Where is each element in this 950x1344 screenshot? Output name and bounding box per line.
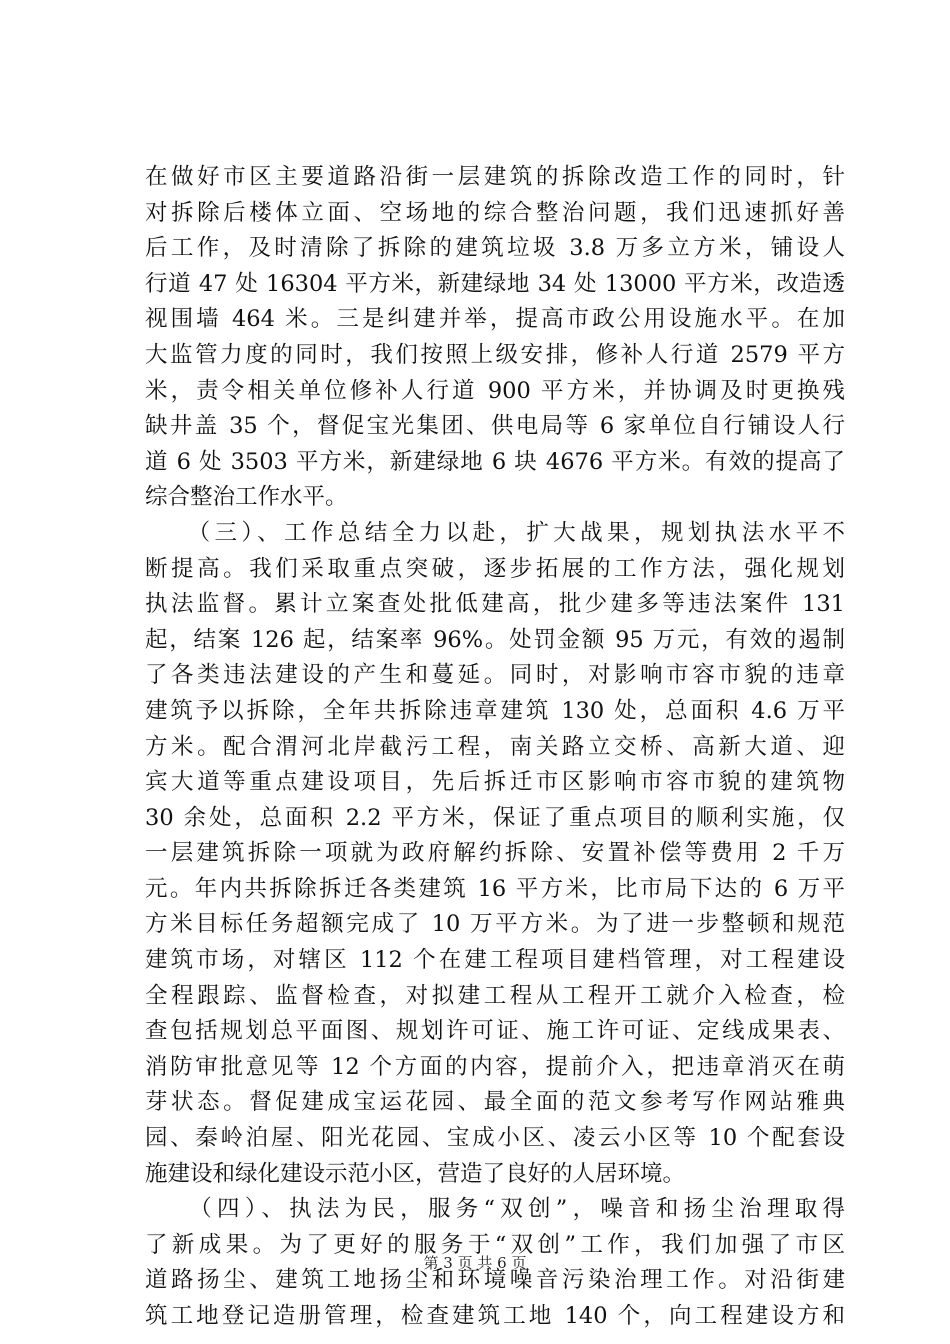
text-line: 了各类违法建设的产生和蔓延。同时，对影响市容市貌的违章 [145,662,845,689]
text-line: 芽状态。督促建成宝运花园、最全面的范文参考写作网站雅典 [145,1089,845,1116]
text-line: 道路扬尘、建筑工地扬尘和环境噪音污染治理工作。对沿街建 [145,1267,845,1294]
text-line: 对拆除后楼体立面、空场地的综合整治问题，我们迅速抓好善 [145,199,845,226]
text-line: 大监管力度的同时，我们按照上级安排，修补人行道 2579 平方 [145,341,845,368]
text-line: 全程跟踪、监督检查，对拟建工程从工程开工就介入检查，检 [145,982,845,1009]
text-line: 行道 47 处 16304 平方米，新建绿地 34 处 13000 平方米，改造透 [145,270,845,297]
text-line: 后工作，及时清除了拆除的建筑垃圾 3.8 万多立方米，铺设人 [145,235,845,262]
text-line: 消防审批意见等 12 个方面的内容，提前介入，把违章消灭在萌 [145,1053,845,1080]
text-line: （四）、执法为民，服务“双创”，噪音和扬尘治理取得 [145,1196,845,1223]
text-line: 综合整治工作水平。 [145,484,348,511]
text-line: 元。年内共拆除拆迁各类建筑 16 平方米，比市局下达的 6 万平 [145,875,845,902]
text-line: 起，结案 126 起，结案率 96%。处罚金额 95 万元，有效的遏制 [145,626,845,653]
text-line: 方米目标任务超额完成了 10 万平方米。为了进一步整顿和规范 [145,911,845,938]
page-footer: 第 3 页 共 6 页 [423,1254,527,1272]
text-line: 视围墙 464 米。三是纠建并举，提高市政公用设施水平。在加 [145,306,845,333]
text-line: 在做好市区主要道路沿街一层建筑的拆除改造工作的同时，针 [145,164,845,190]
text-line: 查包括规划总平面图、规划许可证、施工许可证、定线成果表、 [145,1018,845,1045]
text-line: 施建设和绿化建设示范小区，营造了良好的人居环境。 [145,1160,686,1187]
text-line: 断提高。我们采取重点突破，逐步拓展的工作方法，强化规划 [145,555,845,582]
text-line: 一层建筑拆除一项就为政府解约拆除、安置补偿等费用 2 千万 [145,840,845,867]
text-line: 执法监督。累计立案查处批低建高，批少建多等违法案件 131 [145,591,845,618]
text-line: 缺井盖 35 个，督促宝光集团、供电局等 6 家单位自行铺设人行 [145,413,845,440]
text-line: 米，责令相关单位修补人行道 900 平方米，并协调及时更换残 [145,377,845,404]
text-line: 道 6 处 3503 平方米，新建绿地 6 块 4676 平方米。有效的提高了 [145,448,845,475]
text-line: 30 余处，总面积 2.2 平方米，保证了重点项目的顺利实施，仅 [145,804,845,831]
text-line: 筑工地登记造册管理，检查建筑工地 140 个，向工程建设方和 [145,1303,845,1329]
text-line: （三）、工作总结全力以赴，扩大战果，规划执法水平不 [145,519,845,546]
text-line: 宾大道等重点建设项目，先后拆迁市区影响市容市貌的建筑物 [145,769,845,796]
text-line: 建筑市场，对辖区 112 个在建工程项目建档管理，对工程建设 [145,947,845,974]
text-line: 了新成果。为了更好的服务于“双创”工作，我们加强了市区 [145,1231,845,1258]
document-body [145,160,845,1335]
text-line: 园、秦岭泊屋、阳光花园、宝成小区、凌云小区等 10 个配套设 [145,1125,845,1152]
text-line: 方米。配合渭河北岸截污工程，南关路立交桥、高新大道、迎 [145,733,845,760]
text-line: 建筑予以拆除，全年共拆除违章建筑 130 处，总面积 4.6 万平 [145,697,845,724]
